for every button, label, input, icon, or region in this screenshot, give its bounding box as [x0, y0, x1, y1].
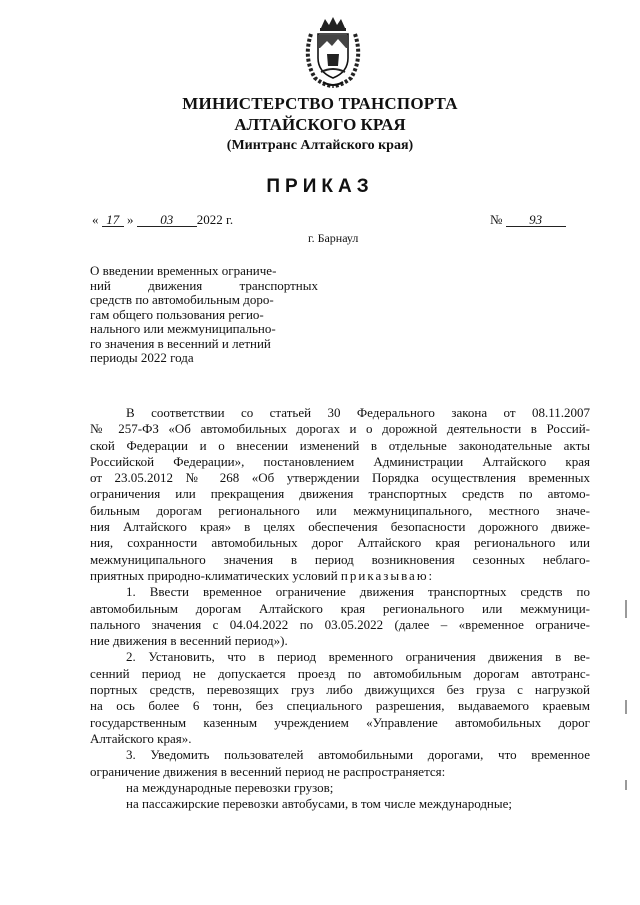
document-type-title: ПРИКАЗ: [266, 176, 374, 197]
item-1-paragraph: [90, 584, 590, 649]
ministry-name-line1: МИНИСТЕРСТВО ТРАНСПОРТА: [182, 94, 458, 113]
subject-line: гам общего пользования регио-: [90, 306, 264, 322]
number-label: №: [490, 212, 503, 227]
exception-item: на пассажирские перевозки автобусами, в том числе международные;: [126, 796, 513, 812]
body-line: пального значения с 04.04.2022 по 03.05.2022 (далее – «временное ограниче-: [90, 616, 590, 632]
date-quote-open: «: [92, 212, 99, 227]
date-quote-close: »: [127, 212, 134, 227]
preamble-paragraph: [90, 405, 590, 584]
ministry-name-line2: АЛТАЙСКОГО КРАЯ: [234, 115, 406, 134]
city-line: г. Барнаул: [308, 231, 359, 245]
body-line: автомобильным дорогам Алтайского края регионального или межмуници-: [90, 600, 590, 616]
body-line: государственным казенным учреждением «Управление автомобильных дорог: [90, 714, 590, 730]
body-line: Российской Федерации», постановлением Администрации Алтайского края: [90, 453, 590, 469]
order-number: [490, 212, 566, 228]
body-line: В соответствии со статьей 30 Федерального закона от 08.11.2007: [126, 405, 590, 420]
body-line: ской Федерации и о внесении изменений в отдельные законодательные акты: [90, 437, 590, 453]
body-line: бильным дорогам регионального или межмуниципального, местного значе-: [90, 502, 590, 518]
subject-line: ний движения транспортных: [90, 277, 318, 293]
scan-margin-mark: [625, 780, 627, 790]
body-line: Алтайского края».: [90, 730, 192, 746]
order-date: [92, 212, 233, 228]
scan-margin-mark: [625, 700, 627, 714]
body-line: на ось более 6 тонн, без специального разрешения, выдаваемого краевым: [90, 698, 590, 714]
body-line: ограничения или прекращения движения транспортных средств по автомо-: [90, 486, 590, 502]
body-line: сенний период не допускается проезд по автомобильным дорогам автотранс-: [90, 665, 590, 681]
number-value: 93: [506, 213, 566, 227]
ministry-short-name: (Минтранс Алтайского края): [226, 138, 414, 153]
body-line: ограничение движения в весенний период не распространяется:: [90, 763, 446, 779]
subject-line: О введении временных ограниче-: [90, 263, 277, 278]
exception-item: на международные перевозки грузов;: [126, 779, 334, 795]
subject-line: го значения в весенний и летний: [90, 335, 271, 351]
body-line: 1. Ввести временное ограничение движения транспортных средств по: [126, 584, 590, 600]
date-year: 2022 г.: [196, 212, 234, 227]
body-line: 2. Установить, что в период временного ограничения движения в ве-: [126, 649, 590, 665]
subject-line: нального или межмуниципально-: [90, 321, 276, 336]
body-line: приятных природно-климатических условий приказываю:: [90, 567, 433, 583]
body-line: от 23.05.2012 № 268 «Об утверждении Порядка осуществления временных: [90, 470, 590, 486]
date-day: 17: [102, 213, 124, 227]
order-body: [90, 405, 590, 812]
date-month: 03: [137, 213, 197, 227]
item-3-paragraph: [90, 747, 590, 780]
order-word: приказываю: [340, 567, 429, 583]
body-line: ния Алтайского края» в целях обеспечения безопасности дорожного движе-: [90, 519, 590, 535]
body-line: межмуниципального значения в период возникновения сезонных неблаго-: [90, 551, 590, 567]
subject-line: средств по автомобильным доро-: [90, 292, 274, 307]
body-line: портных средств, перевозящих груз либо движущихся без груза с нагрузкой: [90, 682, 590, 698]
scan-margin-mark: [625, 600, 627, 618]
order-subject: [90, 264, 318, 366]
coat-of-arms-emblem: [301, 14, 365, 90]
subject-line: периоды 2022 года: [90, 350, 194, 365]
item-2-paragraph: [90, 649, 590, 747]
body-line: ние движения в весенний период»).: [90, 633, 288, 649]
body-line: № 257-ФЗ «Об автомобильных дорогах и о дорожной деятельности в Россий-: [90, 421, 590, 437]
body-line: 3. Уведомить пользователей автомобильными дорогами, что временное: [126, 747, 590, 763]
body-line: ния, сохранности автомобильных дорог Алтайского края регионального или: [90, 535, 590, 551]
